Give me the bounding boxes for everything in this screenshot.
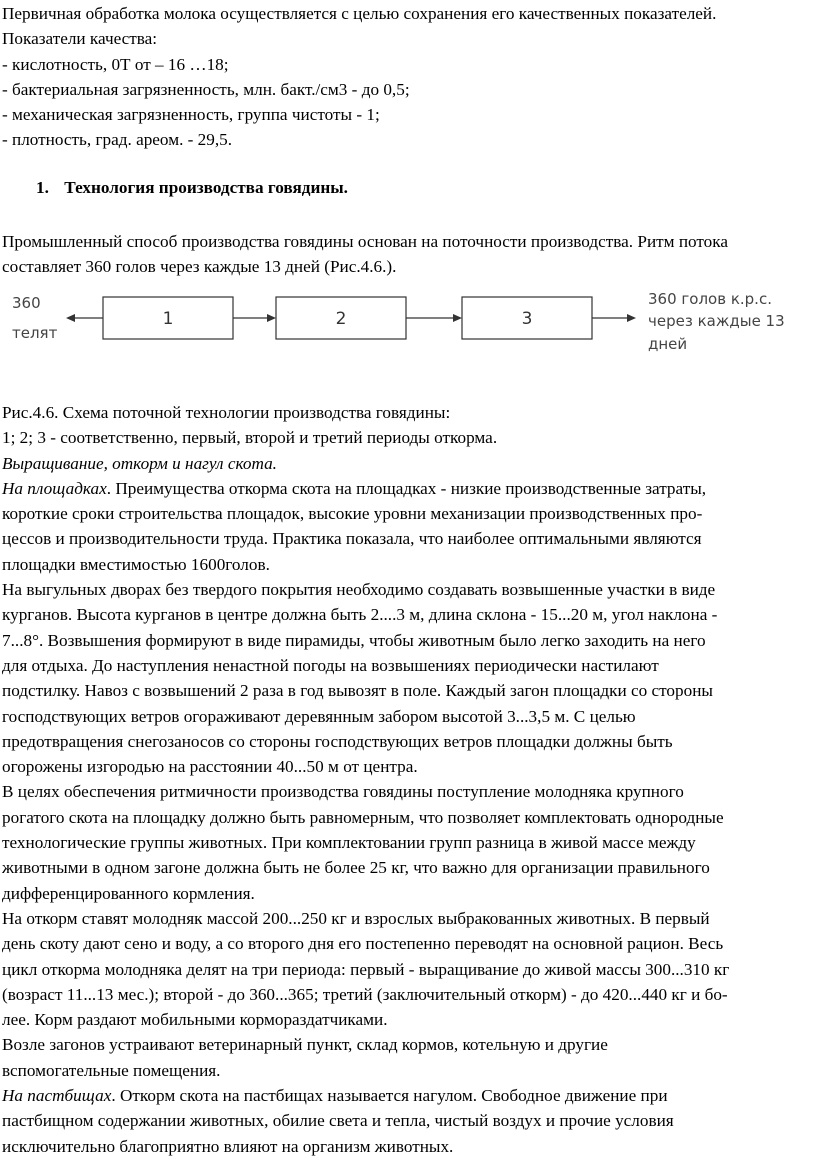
paragraph-line: В целях обеспечения ритмичности производства говядины поступление молодняка крупного <box>2 782 684 802</box>
body-block <box>2 400 814 1159</box>
paragraph-line: На выгульных дворах без твердого покрытия необходимо создавать возвышенные участки в виде <box>2 580 716 600</box>
subheading: Выращивание, откорм и нагул скота. <box>2 453 277 473</box>
figure-caption-legend: 1; 2; 3 - соответственно, первый, второй и третий периоды откорма. <box>2 428 498 448</box>
paragraph-line: площадки вместимостью 1600голов. <box>2 554 270 574</box>
intro-block <box>2 1 814 153</box>
paragraph-line: господствующих ветров огораживают деревянным забором высотой 3...3,5 м. С целью <box>2 706 636 726</box>
pasture-text: . Откорм скота на пастбищах называется нагулом. Свободное движение при <box>111 1086 668 1106</box>
quality-item: - бактериальная загрязненность, млн. бакт./см3 - до 0,5; <box>2 79 410 99</box>
quality-indicators-label: Показатели качества: <box>2 29 158 49</box>
output-label-line: 360 голов к.р.с. <box>648 290 772 308</box>
paragraph-line: На откорм ставят молодняк массой 200...250 кг и взрослых выбракованных животных. В первый <box>2 908 710 928</box>
flow-intro-block <box>2 229 814 280</box>
period-box-2-label: 2 <box>335 309 347 329</box>
section-number: 1. <box>36 178 49 197</box>
period-box-3-label: 3 <box>521 309 533 329</box>
paragraph-line: (возраст 11...13 мес.); второй - до 360...365; третий (заключительный откорм) - до 420...440 кг и бо- <box>2 984 728 1004</box>
paragraph-line: животными в одном загоне должна быть не более 25 кг, что важно для организации правильного <box>2 858 710 878</box>
figure-caption-title: Рис.4.6. Схема поточной технологии производства говядины: <box>2 403 451 422</box>
paragraph-line: Промышленный способ производства говядины основан на поточности производства. Ритм потока <box>2 232 728 251</box>
platforms-paragraph-line <box>2 476 814 501</box>
paragraph-line: рогатого скота на площадку должно быть равномерным, что позволяет комплектовать однородные <box>2 807 724 827</box>
flow-diagram <box>0 280 816 360</box>
paragraph-line: вспомогательные помещения. <box>2 1060 221 1080</box>
arrow-1-2-head <box>267 314 276 322</box>
paragraph-line: подстилку. Навоз с возвышений 2 раза в год вывозят в поле. Каждый загон площадки со стороны <box>2 681 713 701</box>
paragraph-line: составляет 360 голов через каждые 13 дней (Рис.4.6.). <box>2 257 397 277</box>
section-title: Технология производства говядины. <box>64 178 348 197</box>
paragraph-line: цикл откорма молодняка делят на три периода: первый - выращивание до живой массы 300...310 кг <box>2 959 730 979</box>
paragraph-line: лее. Корм раздают мобильными кормораздатчиками. <box>2 1010 388 1030</box>
paragraph-line: цессов и производительности труда. Практика показала, что наиболее оптимальными являются <box>2 529 702 549</box>
input-label-unit: телят <box>12 324 58 342</box>
arrow-input-head <box>66 314 75 322</box>
section-heading <box>36 178 348 198</box>
paragraph-line: исключительно благоприятно влияют на организм животных. <box>2 1136 454 1156</box>
output-label-line: через каждые 13 <box>648 312 785 330</box>
quality-item: - кислотность, 0Т от – 16 …18; <box>2 54 229 74</box>
paragraph-line: день скоту дают сено и воду, а со второго дня его постепенно переводят на основной рацион. Весь <box>2 934 724 954</box>
paragraph-line: Возле загонов устраивают ветеринарный пункт, склад кормов, котельную и другие <box>2 1035 608 1055</box>
output-label-line: дней <box>648 335 688 353</box>
paragraph-line: пастбищном содержании животных, обилие света и тепла, чистый воздух и прочие условия <box>2 1111 674 1131</box>
period-box-1-label: 1 <box>162 309 174 329</box>
paragraph-line: для отдыха. До наступления ненастной погоды на возвышениях периодически настилают <box>2 655 659 675</box>
input-label-count: 360 <box>12 294 41 312</box>
paragraph-line: технологические группы животных. При комплектовании групп разница в живой массе между <box>2 833 696 853</box>
quality-item: - плотность, град. ареом. - 29,5. <box>2 130 233 150</box>
paragraph-line: предотвращения снегозаносов со стороны господствующих ветров площадки должны быть <box>2 731 673 751</box>
quality-item: - механическая загрязненность, группа чистоты - 1; <box>2 105 380 125</box>
paragraph-line: курганов. Высота курганов в центре должна быть 2....3 м, длина склона - 15...20 м, угол наклона - <box>2 605 718 625</box>
pasture-paragraph-line <box>2 1083 814 1108</box>
paragraph-line: короткие сроки строительства площадок, высокие уровни механизации производственных про- <box>2 504 703 524</box>
platforms-text: . Преимущества откорма скота на площадках - низкие производственные затраты, <box>106 478 707 498</box>
paragraph-line: огорожены изгородью на расстоянии 40...50 м от центра. <box>2 757 418 777</box>
arrow-2-3-head <box>453 314 462 322</box>
intro-text: Первичная обработка молока осуществляется с целью сохранения его качественных показателей. <box>2 4 717 23</box>
paragraph-line: 7...8°. Возвышения формируют в виде пирамиды, чтобы животным было легко заходить на него <box>2 630 706 650</box>
paragraph-line: дифференцированного кормления. <box>2 883 255 903</box>
platforms-lead: На площадках <box>2 478 107 498</box>
arrow-output-head <box>627 314 636 322</box>
pasture-lead: На пастбищах <box>2 1086 112 1106</box>
